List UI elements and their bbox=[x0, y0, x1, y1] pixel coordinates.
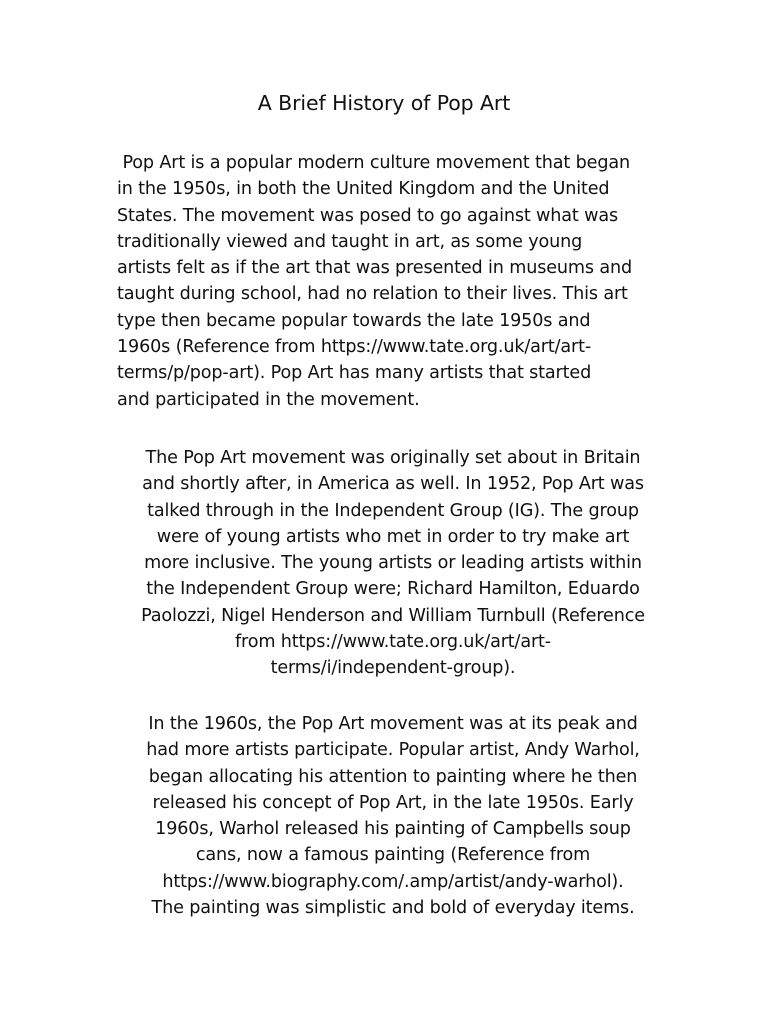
paragraph-independent-group bbox=[100, 445, 686, 682]
text-line: and shortly after, in America as well. In 1952, Pop Art was bbox=[142, 474, 644, 495]
paragraph-intro bbox=[117, 150, 677, 413]
text-line: artists felt as if the art that was presented in museums and bbox=[117, 258, 632, 279]
text-line: began allocating his attention to painting where he then bbox=[148, 766, 638, 787]
text-line: 1960s (Reference from https://www.tate.org.uk/art/art- bbox=[117, 337, 592, 358]
text-line: In the 1960s, the Pop Art movement was at its peak and bbox=[148, 714, 638, 734]
document-title: A Brief History of Pop Art bbox=[257, 91, 511, 115]
paragraph-warhol bbox=[100, 711, 686, 921]
text-line: had more artists participate. Popular artist, Andy Warhol, bbox=[146, 740, 640, 761]
text-line: released his concept of Pop Art, in the late 1950s. Early bbox=[152, 792, 634, 813]
text-line: Paolozzi, Nigel Henderson and William Turnbull (Reference bbox=[141, 605, 645, 626]
text-line: in the 1950s, in both the United Kingdom and the United bbox=[117, 179, 610, 200]
text-line: Pop Art is a popular modern culture movement that began bbox=[117, 153, 630, 173]
text-line: traditionally viewed and taught in art, as some young bbox=[117, 231, 583, 252]
text-line: The Pop Art movement was originally set about in Britain bbox=[145, 448, 641, 468]
text-line: States. The movement was posed to go against what was bbox=[117, 205, 618, 226]
text-line: taught during school, had no relation to their lives. This art bbox=[117, 284, 628, 305]
text-line: talked through in the Independent Group (IG). The group bbox=[147, 500, 639, 521]
text-line: 1960s, Warhol released his painting of Campbells soup bbox=[155, 819, 631, 840]
text-line: from https://www.tate.org.uk/art/art- bbox=[234, 632, 551, 653]
text-line: and participated in the movement. bbox=[117, 389, 420, 410]
text-line: terms/p/pop-art). Pop Art has many artists that started bbox=[117, 363, 592, 384]
text-line: type then became popular towards the late 1950s and bbox=[117, 310, 591, 331]
text-line: terms/i/independent-group). bbox=[270, 658, 516, 679]
text-line: more inclusive. The young artists or leading artists within bbox=[144, 553, 642, 574]
text-line: https://www.biography.com/.amp/artist/andy-warhol). bbox=[162, 871, 624, 892]
text-line: were of young artists who met in order to try make art bbox=[156, 526, 630, 547]
text-line: The painting was simplistic and bold of everyday items. bbox=[151, 898, 635, 919]
text-line: cans, now a famous painting (Reference from bbox=[195, 845, 591, 866]
text-line: the Independent Group were; Richard Hamilton, Eduardo bbox=[146, 579, 640, 600]
